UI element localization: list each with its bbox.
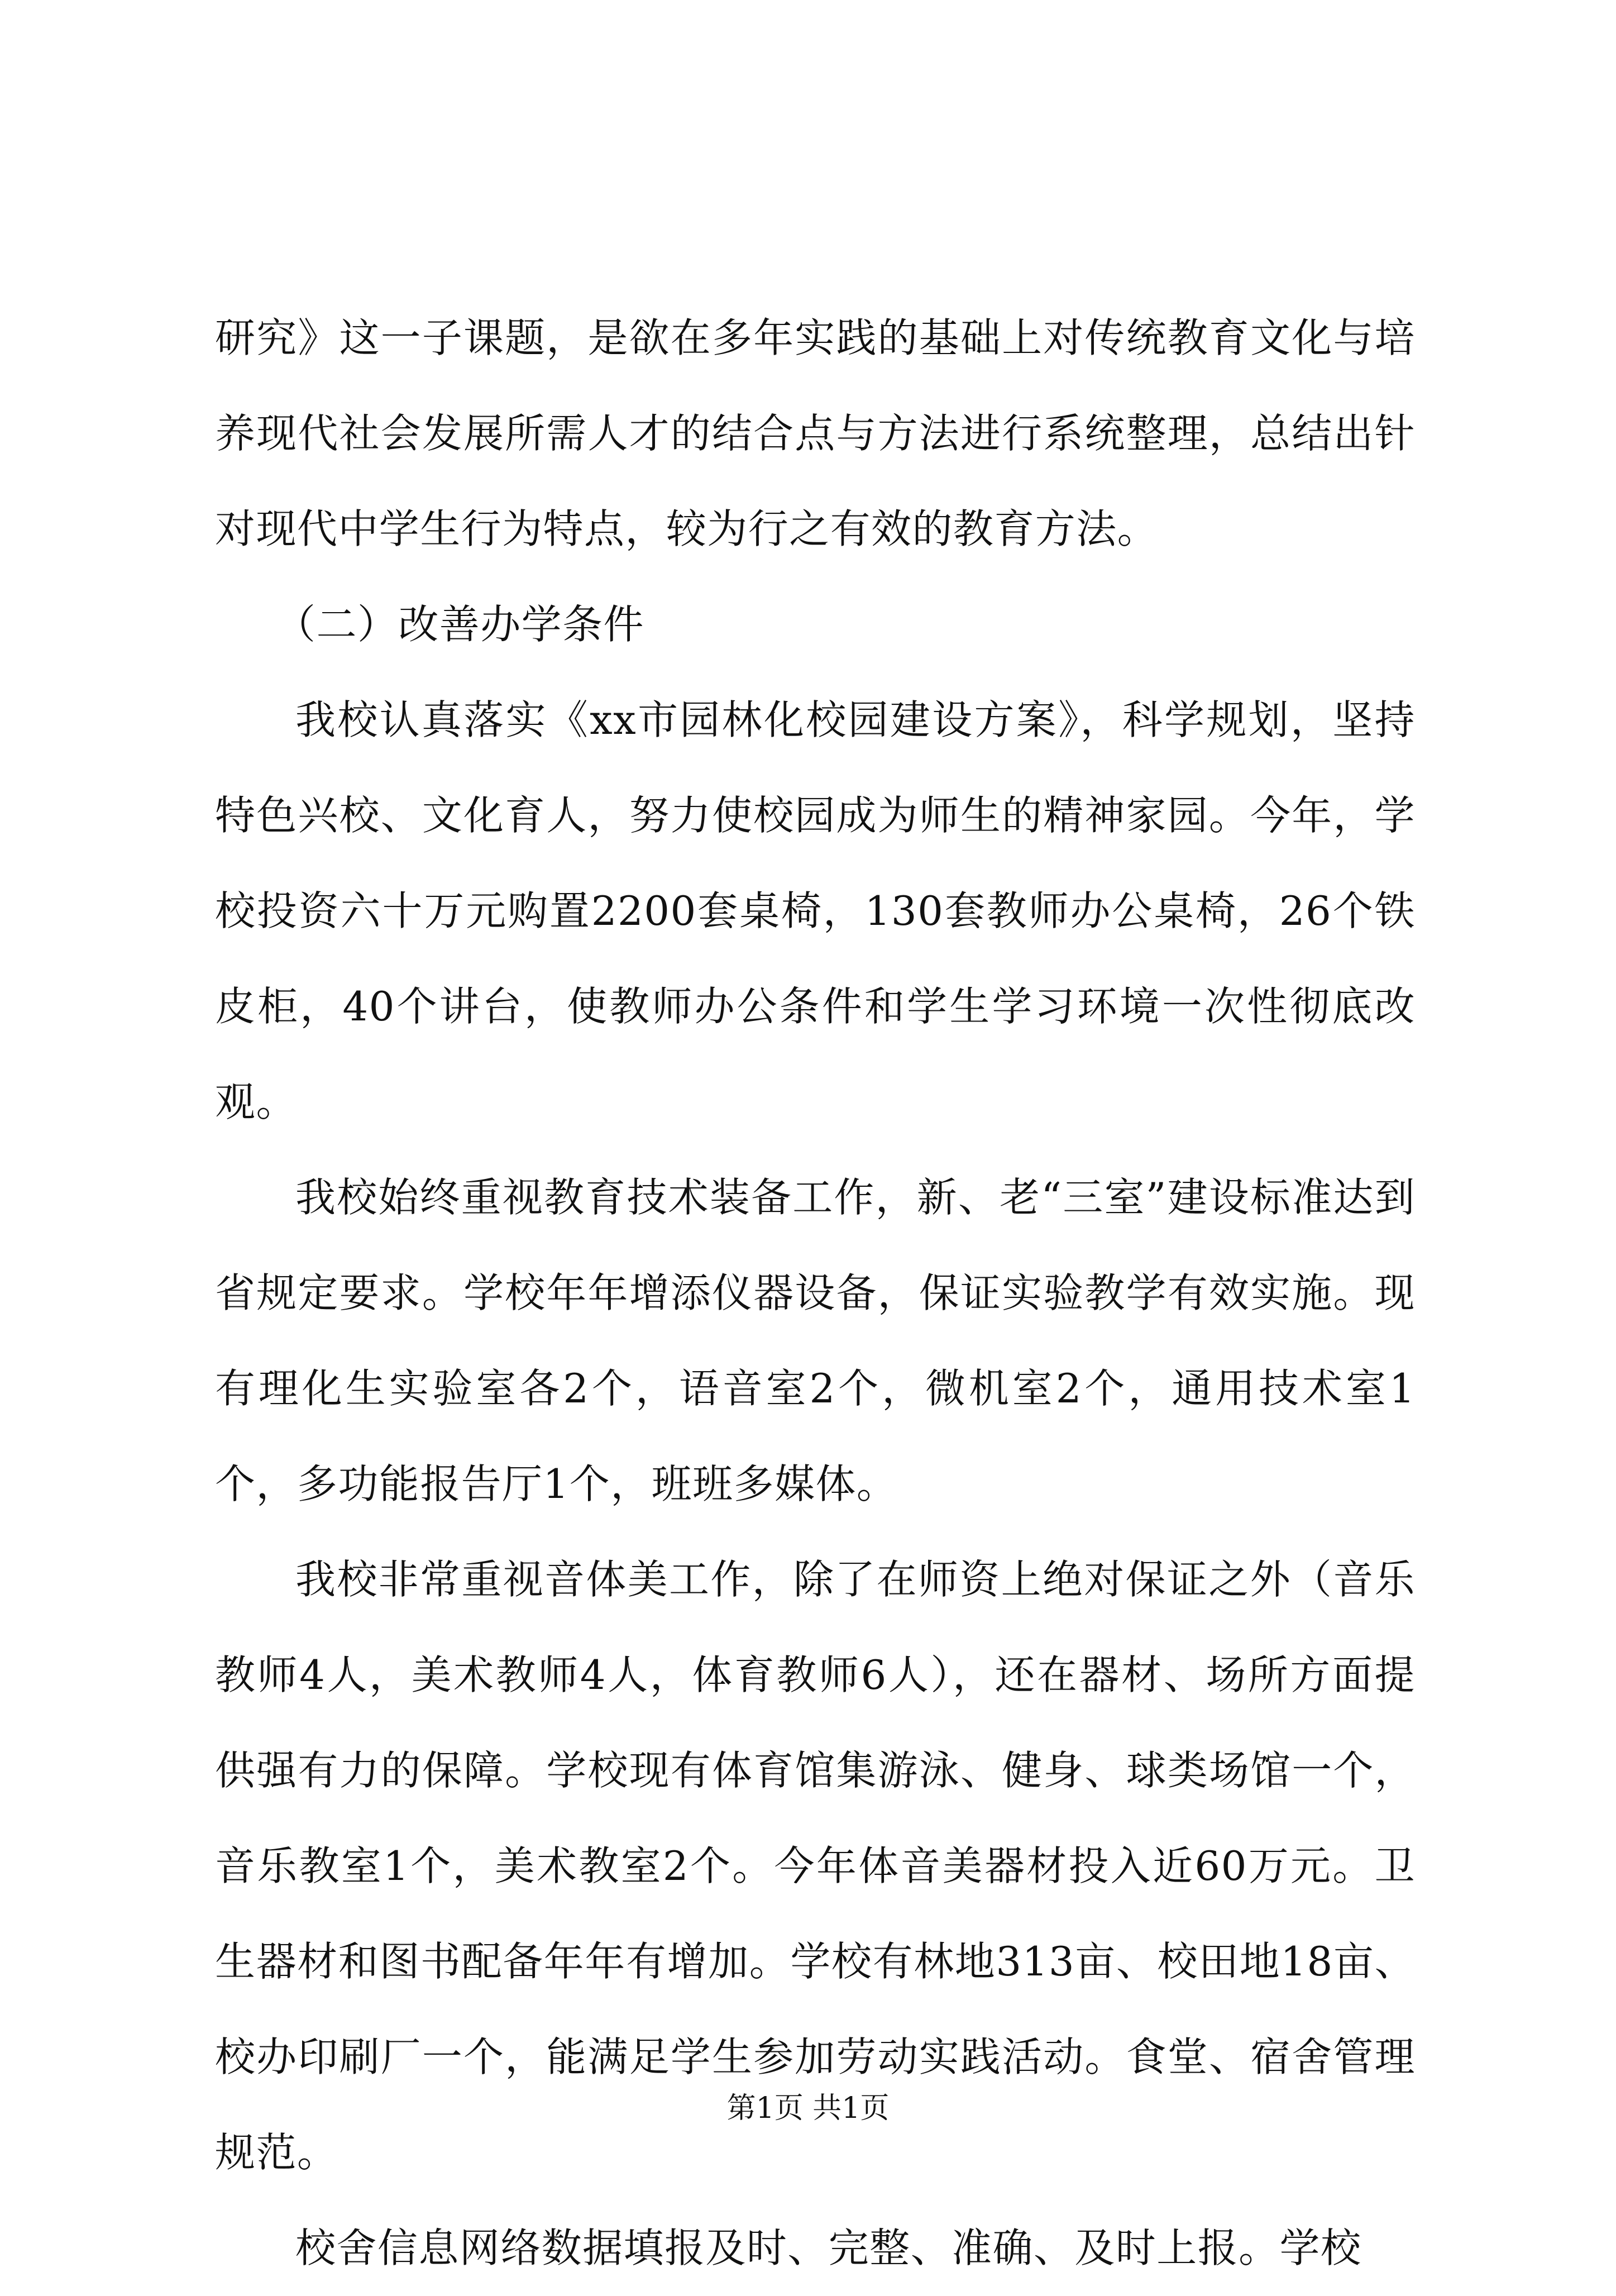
document-body: [215, 290, 1416, 2296]
paragraph-campus-plan: 我校认真落实《xx市园林化校园建设方案》，科学规划，坚持特色兴校、文化育人，努力使校园成为师生的精神家园。今年，学校投资六十万元购置2200套桌椅，130套教师办公桌椅，26个铁皮柜，40个讲台，使教师办公条件和学生学习环境一次性彻底改观。: [215, 696, 1416, 1125]
paragraph-equipment: 我校始终重视教育技术装备工作，新、老“三室”建设标准达到省规定要求。学校年年增添仪器设备，保证实验教学有效实施。现有理化生实验室各2个，语音室2个，微机室2个，通用技术室1个，多功能报告厅1个，班班多媒体。: [215, 1174, 1416, 1507]
page-footer: 第1页 共1页: [726, 2092, 890, 2125]
section-heading: （二）改善办学条件: [275, 601, 644, 648]
paragraph-network-data: 校舍信息网络数据填报及时、完整、准确、及时上报。学校: [295, 2225, 1362, 2271]
paragraph-continuation: 研究》这一子课题，是欲在多年实践的基础上对传统教育文化与培养现代社会发展所需人才的结合点与方法进行系统整理，总结出针对现代中学生行为特点，较为行之有效的教育方法。: [215, 314, 1416, 552]
paragraph-arts-sports: 我校非常重视音体美工作，除了在师资上绝对保证之外（音乐教师4人，美术教师4人，体育教师6人），还在器材、场所方面提供强有力的保障。学校现有体育馆集游泳、健身、球类场馆一个，音乐教室1个，美术教室2个。今年体音美器材投入近60万元。卫生器材和图书配备年年有增加。学校有林地313亩、校田地18亩、校办印刷厂一个，能满足学生参加劳动实践活动。食堂、宿舍管理规范。: [215, 1556, 1416, 2176]
